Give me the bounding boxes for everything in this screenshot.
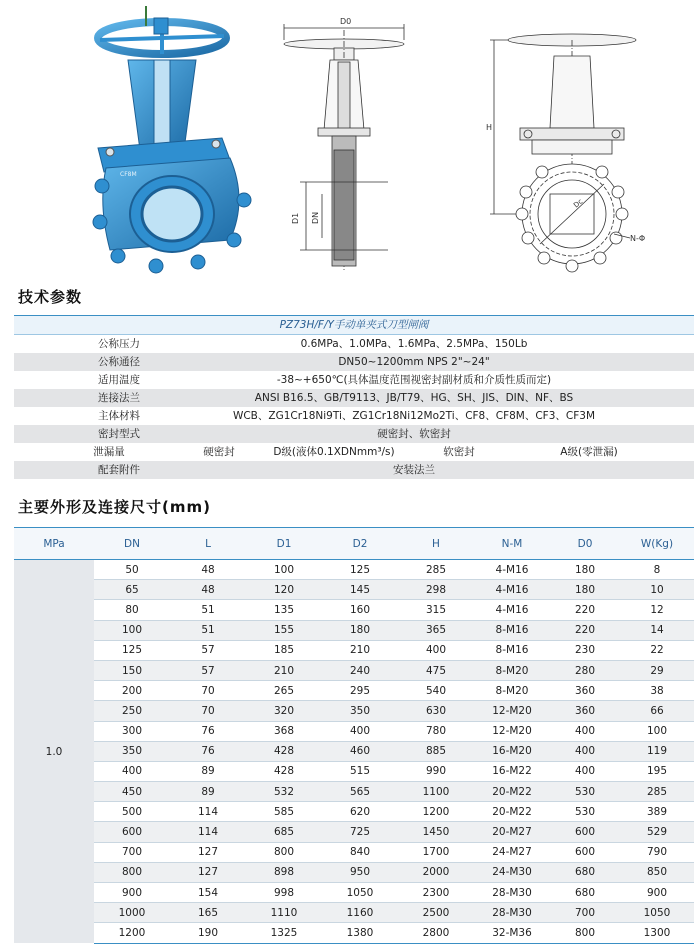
table-cell: 428 <box>246 761 322 781</box>
col-weight: W(Kg) <box>620 528 694 560</box>
table-cell: 240 <box>322 660 398 680</box>
table-cell: 1050 <box>620 903 694 923</box>
table-cell: 1450 <box>398 822 474 842</box>
table-cell: 1200 <box>94 923 170 943</box>
table-cell: 8 <box>620 560 694 580</box>
table-cell: 16-M20 <box>474 741 550 761</box>
table-row <box>14 580 694 600</box>
table-cell: 127 <box>170 862 246 882</box>
table-cell: 57 <box>170 640 246 660</box>
table-cell: 8-M20 <box>474 660 550 680</box>
spec-table <box>14 315 694 479</box>
table-cell: 16-M22 <box>474 761 550 781</box>
table-cell: 315 <box>398 600 474 620</box>
table-cell: 300 <box>94 721 170 741</box>
col-d1: D1 <box>246 528 322 560</box>
col-dn: DN <box>94 528 170 560</box>
table-cell: 4-M16 <box>474 600 550 620</box>
table-cell: 4-M16 <box>474 580 550 600</box>
table-cell: 220 <box>550 600 620 620</box>
table-cell: 840 <box>322 842 398 862</box>
spec-value: -38~+650℃(具体温度范围视密封副材质和介质性质而定) <box>276 374 552 386</box>
table-cell: 114 <box>170 802 246 822</box>
leakage-soft-value: A级(零泄漏) <box>560 446 618 458</box>
dimensions-title: 主要外形及连接尺寸(mm) <box>18 498 211 516</box>
table-cell: 700 <box>550 903 620 923</box>
table-cell: 400 <box>94 761 170 781</box>
table-cell: 600 <box>550 822 620 842</box>
front-view-drawing <box>480 0 670 280</box>
mpa-cell: 1.0 <box>14 560 94 944</box>
spec-label: 适用温度 <box>98 374 140 386</box>
table-cell: 76 <box>170 741 246 761</box>
table-cell: 360 <box>550 701 620 721</box>
table-cell: 38 <box>620 681 694 701</box>
table-cell: 1110 <box>246 903 322 923</box>
table-cell: 285 <box>398 560 474 580</box>
table-cell: 265 <box>246 681 322 701</box>
table-row <box>14 620 694 640</box>
table-row <box>14 862 694 882</box>
table-cell: 600 <box>94 822 170 842</box>
table-cell: 400 <box>550 741 620 761</box>
table-cell: 32-M36 <box>474 923 550 943</box>
table-cell: 850 <box>620 862 694 882</box>
table-cell: 530 <box>550 782 620 802</box>
table-cell: 565 <box>322 782 398 802</box>
table-cell: 200 <box>94 681 170 701</box>
table-cell: 24-M27 <box>474 842 550 862</box>
table-cell: 2800 <box>398 923 474 943</box>
spec-row-leakage <box>14 443 694 461</box>
spec-value: ANSI B16.5、GB/T9113、JB/T79、HG、SH、JIS、DIN、NF、BS <box>254 392 574 404</box>
table-cell: 320 <box>246 701 322 721</box>
table-cell: 220 <box>550 620 620 640</box>
col-d0: D0 <box>550 528 620 560</box>
table-row <box>14 741 694 761</box>
table-cell: 12-M20 <box>474 701 550 721</box>
table-row <box>14 883 694 903</box>
table-cell: 700 <box>94 842 170 862</box>
table-cell: 1100 <box>398 782 474 802</box>
table-cell: 389 <box>620 802 694 822</box>
table-cell: 800 <box>246 842 322 862</box>
table-cell: 119 <box>620 741 694 761</box>
table-row <box>14 842 694 862</box>
table-cell: 885 <box>398 741 474 761</box>
table-cell: 100 <box>620 721 694 741</box>
table-cell: 114 <box>170 822 246 842</box>
table-cell: 4-M16 <box>474 560 550 580</box>
table-cell: 28-M30 <box>474 903 550 923</box>
table-cell: 280 <box>550 660 620 680</box>
product-figures <box>0 0 700 280</box>
table-cell: 51 <box>170 600 246 620</box>
col-n-m: N-M <box>474 528 550 560</box>
table-cell: 900 <box>620 883 694 903</box>
table-cell: 532 <box>246 782 322 802</box>
table-cell: 898 <box>246 862 322 882</box>
table-cell: 120 <box>246 580 322 600</box>
table-cell: 89 <box>170 761 246 781</box>
dc-label: Dc <box>572 197 585 210</box>
table-cell: 48 <box>170 560 246 580</box>
table-cell: 1325 <box>246 923 322 943</box>
table-cell: 100 <box>246 560 322 580</box>
body-mark-label: CF8M <box>120 171 137 178</box>
table-cell: 2500 <box>398 903 474 923</box>
spec-table-header: PZ73H/F/Y手动单夹式刀型闸阀 <box>14 315 694 335</box>
table-cell: 76 <box>170 721 246 741</box>
table-row <box>14 640 694 660</box>
table-cell: 285 <box>620 782 694 802</box>
leakage-hard-value: D级(液体0.1XDNmm³/s) <box>273 446 395 458</box>
table-cell: 12 <box>620 600 694 620</box>
table-cell: 1380 <box>322 923 398 943</box>
h-label: H <box>486 123 493 132</box>
table-cell: 475 <box>398 660 474 680</box>
table-cell: 50 <box>94 560 170 580</box>
spec-label: 公称通径 <box>98 356 140 368</box>
table-cell: 680 <box>550 862 620 882</box>
table-cell: 630 <box>398 701 474 721</box>
spec-label: 泄漏量 <box>93 446 125 458</box>
table-cell: 125 <box>94 640 170 660</box>
tech-params-title: 技术参数 <box>18 288 83 306</box>
table-cell: 365 <box>398 620 474 640</box>
table-cell: 190 <box>170 923 246 943</box>
table-cell: 57 <box>170 660 246 680</box>
spec-value: 硬密封、软密封 <box>377 428 451 440</box>
table-cell: 185 <box>246 640 322 660</box>
table-cell: 66 <box>620 701 694 721</box>
table-cell: 29 <box>620 660 694 680</box>
table-cell: 400 <box>550 761 620 781</box>
table-cell: 8-M16 <box>474 620 550 640</box>
table-cell: 210 <box>322 640 398 660</box>
d1-label: D1 <box>291 212 300 224</box>
table-cell: 529 <box>620 822 694 842</box>
table-cell: 500 <box>94 802 170 822</box>
valve-illustration <box>80 0 300 280</box>
leakage-soft-seal: 软密封 <box>443 446 475 458</box>
table-cell: 725 <box>322 822 398 842</box>
table-cell: 530 <box>550 802 620 822</box>
table-cell: 160 <box>322 600 398 620</box>
table-cell: 8-M20 <box>474 681 550 701</box>
table-cell: 135 <box>246 600 322 620</box>
table-row <box>14 660 694 680</box>
dimension-table <box>14 527 694 944</box>
table-cell: 1300 <box>620 923 694 943</box>
d0-label: D0 <box>340 17 352 26</box>
col-l: L <box>170 528 246 560</box>
dn-label: DN <box>311 211 320 224</box>
table-cell: 65 <box>94 580 170 600</box>
table-cell: 450 <box>94 782 170 802</box>
table-row <box>14 802 694 822</box>
table-cell: 24-M30 <box>474 862 550 882</box>
table-cell: 900 <box>94 883 170 903</box>
table-cell: 180 <box>550 560 620 580</box>
table-cell: 540 <box>398 681 474 701</box>
spec-label: 配套附件 <box>98 464 140 476</box>
table-cell: 12-M20 <box>474 721 550 741</box>
spec-row-diameter <box>14 353 694 371</box>
spec-row-pressure <box>14 335 694 353</box>
table-row <box>14 761 694 781</box>
table-cell: 195 <box>620 761 694 781</box>
table-cell: 10 <box>620 580 694 600</box>
table-cell: 998 <box>246 883 322 903</box>
table-row <box>14 560 694 580</box>
table-cell: 1160 <box>322 903 398 923</box>
spec-row-temperature <box>14 371 694 389</box>
table-cell: 51 <box>170 620 246 640</box>
spec-value: WCB、ZG1Cr18Ni9Ti、ZG1Cr18Ni12Mo2Ti、CF8、CF8M、CF3、CF3M <box>232 410 596 422</box>
spec-label: 密封型式 <box>98 428 140 440</box>
spec-row-material <box>14 407 694 425</box>
table-cell: 515 <box>322 761 398 781</box>
table-cell: 100 <box>94 620 170 640</box>
table-cell: 780 <box>398 721 474 741</box>
table-cell: 70 <box>170 681 246 701</box>
table-cell: 585 <box>246 802 322 822</box>
dimension-header-row <box>14 528 694 560</box>
table-cell: 1200 <box>398 802 474 822</box>
table-cell: 154 <box>170 883 246 903</box>
table-cell: 620 <box>322 802 398 822</box>
spec-label: 连接法兰 <box>98 392 140 404</box>
table-cell: 20-M22 <box>474 782 550 802</box>
table-cell: 20-M22 <box>474 802 550 822</box>
table-cell: 180 <box>322 620 398 640</box>
table-cell: 145 <box>322 580 398 600</box>
table-cell: 295 <box>322 681 398 701</box>
table-row <box>14 600 694 620</box>
table-cell: 150 <box>94 660 170 680</box>
table-cell: 428 <box>246 741 322 761</box>
table-cell: 1050 <box>322 883 398 903</box>
table-cell: 28-M30 <box>474 883 550 903</box>
spec-value: 0.6MPa、1.0MPa、1.6MPa、2.5MPa、150Lb <box>300 338 528 350</box>
table-cell: 8-M16 <box>474 640 550 660</box>
table-row <box>14 701 694 721</box>
table-cell: 2000 <box>398 862 474 882</box>
table-cell: 600 <box>550 842 620 862</box>
table-cell: 1700 <box>398 842 474 862</box>
col-h: H <box>398 528 474 560</box>
table-cell: 2300 <box>398 883 474 903</box>
table-cell: 180 <box>550 580 620 600</box>
table-row <box>14 903 694 923</box>
table-cell: 70 <box>170 701 246 721</box>
table-cell: 400 <box>550 721 620 741</box>
table-cell: 210 <box>246 660 322 680</box>
spec-value: 安装法兰 <box>393 464 435 476</box>
table-cell: 89 <box>170 782 246 802</box>
table-cell: 685 <box>246 822 322 842</box>
table-cell: 20-M27 <box>474 822 550 842</box>
table-cell: 230 <box>550 640 620 660</box>
table-row <box>14 721 694 741</box>
table-cell: 125 <box>322 560 398 580</box>
spec-label: 公称压力 <box>98 338 140 350</box>
leakage-hard-seal: 硬密封 <box>203 446 235 458</box>
table-cell: 165 <box>170 903 246 923</box>
table-row <box>14 782 694 802</box>
table-cell: 250 <box>94 701 170 721</box>
spec-value: DN50~1200mm NPS 2"~24" <box>338 356 490 368</box>
spec-row-seal-type <box>14 425 694 443</box>
n-phi-label: N-Φ <box>630 234 646 243</box>
table-cell: 990 <box>398 761 474 781</box>
table-cell: 22 <box>620 640 694 660</box>
table-cell: 460 <box>322 741 398 761</box>
table-cell: 800 <box>94 862 170 882</box>
table-cell: 680 <box>550 883 620 903</box>
table-row <box>14 681 694 701</box>
table-cell: 127 <box>170 842 246 862</box>
table-cell: 360 <box>550 681 620 701</box>
side-view-drawing <box>272 0 412 280</box>
table-cell: 298 <box>398 580 474 600</box>
spec-row-accessory <box>14 461 694 479</box>
table-cell: 14 <box>620 620 694 640</box>
spec-label: 主体材料 <box>98 410 140 422</box>
table-cell: 368 <box>246 721 322 741</box>
table-cell: 400 <box>398 640 474 660</box>
table-cell: 350 <box>94 741 170 761</box>
col-d2: D2 <box>322 528 398 560</box>
spec-row-flange <box>14 389 694 407</box>
table-cell: 155 <box>246 620 322 640</box>
table-cell: 950 <box>322 862 398 882</box>
table-cell: 48 <box>170 580 246 600</box>
table-cell: 80 <box>94 600 170 620</box>
col-mpa: MPa <box>14 528 94 560</box>
table-cell: 1000 <box>94 903 170 923</box>
table-cell: 350 <box>322 701 398 721</box>
table-cell: 790 <box>620 842 694 862</box>
table-row <box>14 822 694 842</box>
table-row <box>14 923 694 943</box>
table-cell: 400 <box>322 721 398 741</box>
table-cell: 800 <box>550 923 620 943</box>
